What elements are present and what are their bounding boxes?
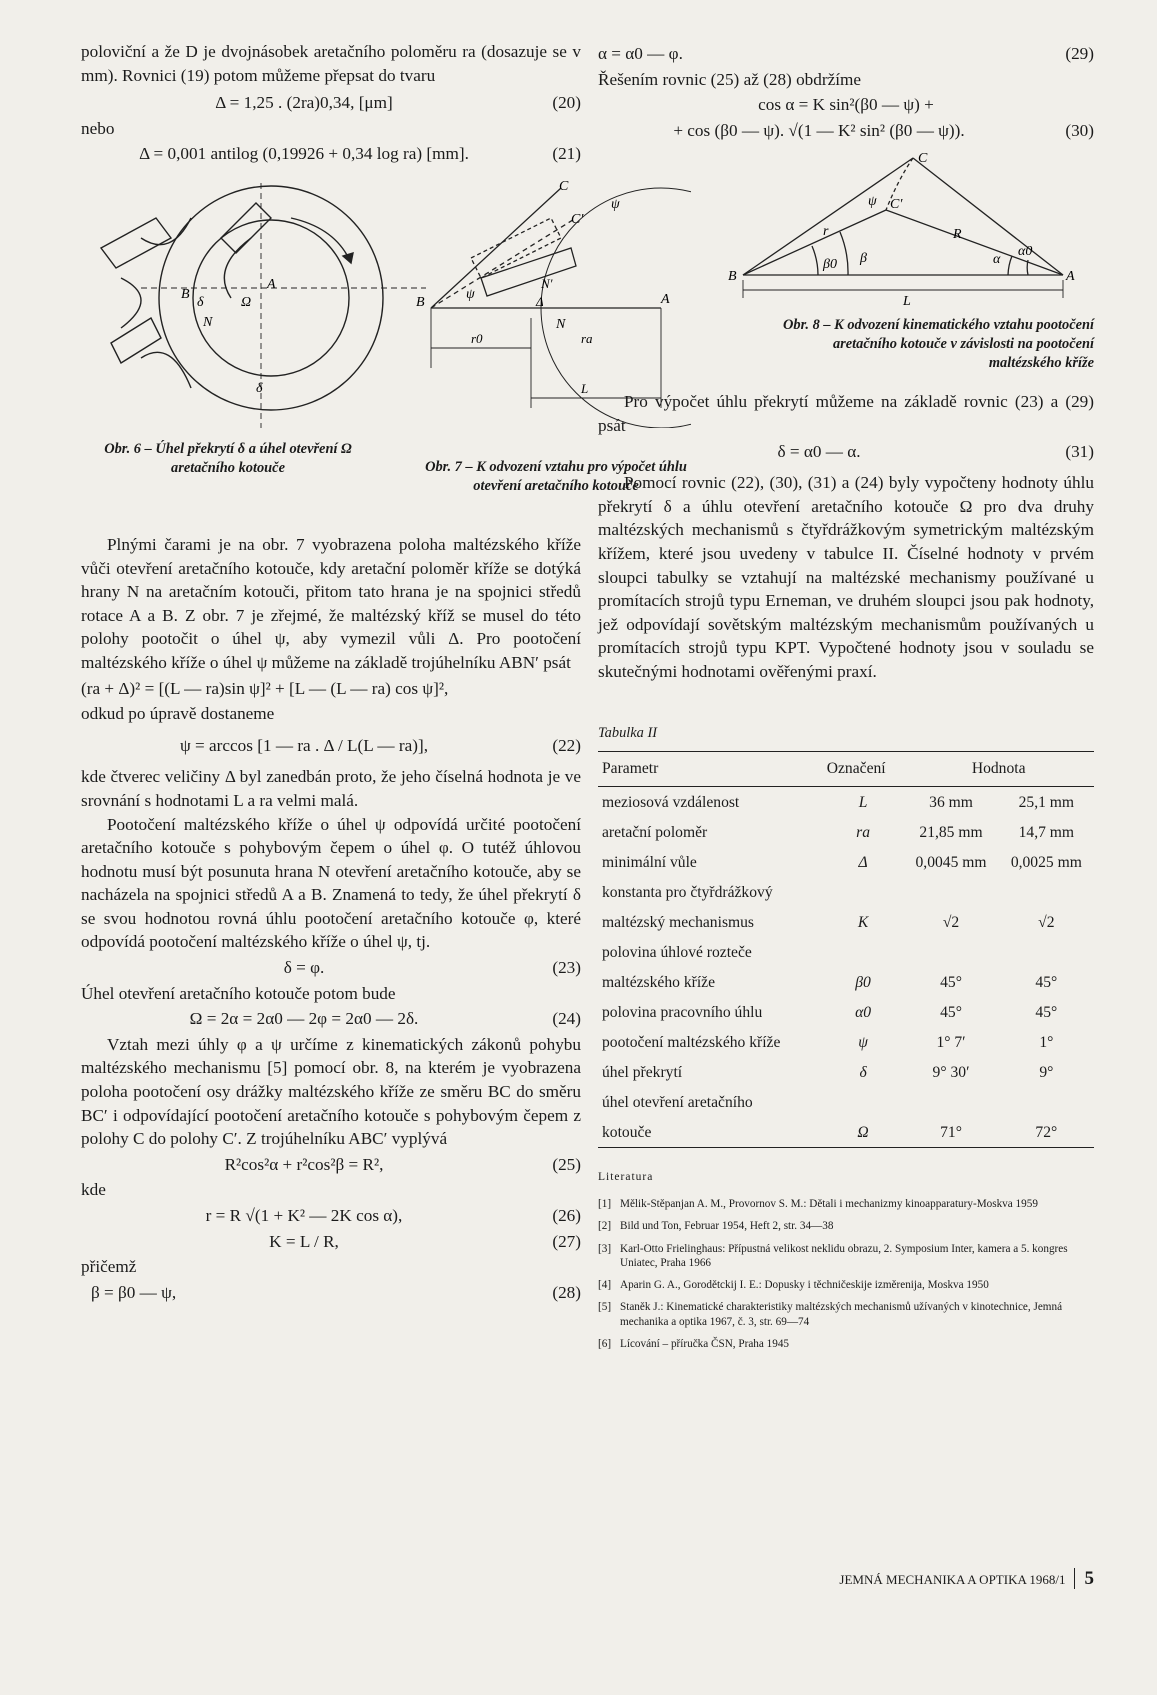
paragraph-7: Pomocí rovnic (22), (30), (31) a (24) byly vypočteny hodnoty úhlu překrytí δ a úhlu otevření aretačního kotouče Ω pro dva druhy maltézských mechanismů s čtyřdrážkovým symetrickým maltézským křížem, které jsou uvedeny v tabulce II. Číselné hodnoty v prvém sloupci tabulky se vztahují na maltézské mechanismy používané u promítacích strojů typu Erneman, ve druhém sloupci jsou pak hodnoty, jež odpovídají sovětským maltézským mechanismům používaných u promítacích strojů typu KPT. Vypočtené hodnoty jsou v souladu se skutečnými hodnotami ověřenými praxí. [598,473,1094,681]
table-cell [999,937,1094,967]
table-cell: 45° [1035,974,1058,992]
figure-6 [81,178,441,438]
table-header-row [598,752,1094,787]
figure-label: B [728,269,737,285]
table-cell: polovina pracovního úhlu [602,1004,763,1022]
equation-26 [81,1204,581,1228]
figure-label: R [953,227,962,243]
table-row [598,967,1094,997]
table-cell: δ [859,1064,867,1082]
table-cell: 71° [940,1124,962,1142]
figure-6-caption: Obr. 6 – Úhel překrytí δ a úhel otevření Ω aretačního kotouče [104,440,352,476]
paragraph-5: Vztah mezi úhly φ a ψ určíme z kinematických zákonů pohybu maltézského mechanismu [5] pomocí obr. 8, na kterém je vyobrazena poloha pootočení osy drážky maltézského kříže ze směru BC do směru BC′ i odpovídající pootočení aretačního kotouče s pohybovým čepem z polohy C do polohy C′. Z trojúhelníku ABC′ vyplývá [81,1034,581,1149]
table-body [598,786,1094,1147]
word-nebo: nebo [81,118,115,138]
equation-number: (26) [552,1206,581,1225]
table-row [598,786,1094,817]
figure-label: δ [256,380,263,396]
paragraph-odkud: odkud po úpravě dostaneme [81,704,275,724]
reference-number: [2] [598,1220,612,1233]
figure-8 [598,150,1094,310]
table-cell [823,937,904,967]
reference-text: Bild und Ton, Februar 1954, Heft 2, str. 34—38 [620,1220,834,1233]
reference-item [598,1337,1094,1351]
figure-label: C′ [571,211,584,227]
paragraph-6: Pro výpočet úhlu překrytí můžeme na základě rovnic (23) a (29) psát [598,392,1094,435]
equation-29 [598,42,1094,66]
equation-27 [81,1230,581,1254]
equation-number: (20) [552,93,581,113]
figure-label: A [267,276,276,292]
figure-label: B [181,286,190,302]
equation-text: Δ = 1,25 . (2ra)0,34, [μm] [215,93,393,113]
reference-number: [3] [598,1242,612,1255]
table-row [598,997,1094,1027]
figure-label: B [416,294,425,310]
table-row [598,817,1094,847]
equation-23 [81,956,581,980]
table-cell [823,877,904,907]
right-column [598,40,1094,1351]
reference-item [598,1219,1094,1233]
table-cell: β0 [855,974,871,992]
equation-text: ψ = arccos [1 — ra . Δ / L(L — ra)], [179,735,428,755]
table-row [598,1087,1094,1117]
table-cell: konstanta pro čtyřdrážkový [602,884,773,902]
figure-label: L [903,294,911,310]
table-cell: 72° [1035,1124,1058,1142]
figure-label: α0 [1018,244,1033,260]
table-row [598,1057,1094,1087]
figure-label: ψ [611,196,620,212]
equation-triangle [81,677,581,701]
table-cell: √2 [942,914,960,932]
figure-label: N [556,316,566,332]
equation-number: (24) [552,1009,581,1029]
equation-text: + cos (β0 — ψ). √(1 — K² sin² (β0 — ψ)). [673,120,965,140]
equation-text: (ra + Δ)² = [(L — ra)sin ψ]² + [L — (L — ra) cos ψ]², [81,678,449,698]
figure-label: Ω [241,294,252,310]
figure-8-caption: Obr. 8 – K odvození kinematického vztahu pootočení aretačního kotouče v závislosti na pootočení maltézského kříže [782,317,1094,372]
figure-label: ψ [466,286,475,302]
figure-label: C′ [890,197,903,213]
table-cell: 21,85 mm [919,824,983,842]
equation-text: Ω = 2α = 2α0 — 2φ = 2α0 — 2δ. [189,1009,419,1029]
table-row [598,1117,1094,1148]
table-cell [999,1087,1094,1117]
table-header: Hodnota [971,760,1026,778]
equation-text: r = R √(1 + K² — 2K cos α), [205,1206,403,1225]
figure-label: ψ [868,194,877,210]
figure-label: α [993,252,1001,268]
reference-text: Mělik-Stěpanjan A. M., Provornov S. M.: Dětali i mechanizmy kinoapparatury-Moskva 1959 [620,1198,1038,1211]
table-cell: 9° 30′ [932,1064,970,1082]
figure-label: δ [197,294,204,310]
table-cell [903,1087,998,1117]
equation-text: α = α0 — φ. [598,44,683,63]
equation-30a [598,93,1094,117]
table-cell: 9° [1039,1064,1054,1082]
paragraph-4: Úhel otevření aretačního kotouče potom bude [81,983,396,1003]
table-cell: 45° [1035,1004,1058,1022]
equation-28 [81,1281,581,1305]
table-cell: 45° [940,1004,962,1022]
table-cell: maltézského kříže [602,974,716,992]
equation-number: (27) [552,1231,581,1251]
equation-text: K = L / R, [269,1231,339,1251]
table-cell: 0,0045 mm [915,854,987,872]
table-cell: α0 [855,1004,872,1022]
figure-label: Δ [536,293,544,309]
table-cell: polovina úhlové rozteče [602,944,752,962]
figure-label: β [860,251,867,267]
equation-text: cos α = K sin²(β0 — ψ) + [758,95,934,115]
equation-number: (21) [552,144,581,164]
table-cell: úhel překrytí [602,1064,683,1082]
equation-text: R²cos²α + r²cos²β = R², [224,1154,384,1174]
figure-label: C [918,151,928,167]
equation-number: (30) [1065,120,1094,140]
equation-text: δ = α0 — α. [777,441,861,461]
figure-label: β0 [823,257,837,273]
equation-22 [81,734,581,758]
paragraph-3: Pootočení maltézského kříže o úhel ψ odpovídá určité pootočení aretačního kotouče s pohybovým čepem o úhel φ. O tutéž úhlovou hodnotu musí být posunuta hrana N otevření aretačního kotouče, aby se nacházela na spojnici středů A a B. Znamená to tedy, že úhel překrytí δ se svou hodnotou rovná úhlu pootočení aretačního kotouče φ, které odpovídá pootočení maltézského kříže o úhel ψ, tj. [81,814,581,952]
reference-text: Staněk J.: Kinematické charakteristiky maltézských mechanismů užívaných v kinotechnice, Jemná mechanika a optika 1967, č. 3, str. 69—74 [620,1301,1063,1328]
table-cell: pootočení maltézského kříže [602,1034,781,1052]
equation-number: (28) [552,1282,581,1302]
equation-text: δ = φ. [283,958,325,978]
reference-item [598,1300,1094,1328]
table-row [598,1027,1094,1057]
equation-30b [598,119,1094,143]
table-cell: Δ [858,854,868,872]
paragraph-intro: poloviční a že D je dvojnásobek aretačního poloměru ra (dosazuje se v mm). Rovnici (19) potom můžeme přepsat do tvaru [81,42,581,85]
reference-text: Lícování – příručka ČSN, Praha 1945 [620,1337,790,1350]
equation-number: (22) [552,735,581,755]
journal-name: JEMNÁ MECHANIKA A OPTIKA 1968/1 [839,1572,1066,1587]
equation-25 [81,1153,581,1177]
table-cell: 45° [940,974,962,992]
equation-24 [81,1007,581,1031]
table-cell: meziosová vzdálenost [602,794,740,812]
table-cell: 1° 7′ [936,1034,966,1052]
reference-text: Aparin G. A., Gorodětckij I. E.: Dopusky i těchničeskije izměrenija, Moskva 1950 [620,1279,989,1292]
table-cell [823,1087,904,1117]
equation-number: (25) [552,1154,581,1174]
figure-label: r0 [471,330,483,346]
figure-7-caption: Obr. 7 – K odvození vztahu pro výpočet úhlu otevření aretačního kotouče [425,458,687,494]
word-kde: kde [81,1180,106,1200]
word-pricemz: přičemž [81,1257,137,1277]
table-cell: 1° [1039,1034,1054,1052]
table-cell: 36 mm [929,794,973,812]
reference-item [598,1242,1094,1270]
equation-31 [598,440,1094,464]
figure-label: r [823,224,829,240]
equation-number: (23) [552,958,581,978]
equation-number: (31) [1065,441,1094,461]
figure-label: N′ [541,275,553,291]
table-cell: K [857,914,869,932]
page-footer [598,1568,1094,1590]
table-cell: aretační poloměr [602,824,708,842]
table-cell: maltézský mechanismus [602,914,755,932]
equation-text: β = β0 — ψ, [91,1282,177,1302]
table-row [598,847,1094,877]
table-header: Parametr [602,760,659,778]
reference-number: [4] [598,1279,612,1292]
equation-21 [81,142,581,166]
references-list [598,1197,1094,1351]
table-cell [999,877,1094,907]
table-row [598,907,1094,937]
figure-8-box [598,150,1094,390]
table-cell: úhel otevření aretačního [602,1094,753,1112]
figure-label: A [661,291,670,307]
table-cell: 0,0025 mm [1010,854,1082,872]
figure-label: L [581,380,589,396]
equation-20 [81,91,581,115]
figure-label: C [559,178,569,194]
table-cell: kotouče [602,1124,652,1142]
reference-text: Karl-Otto Frielinghaus: Přípustná velikost neklidu obrazu, 2. Symposium Inter, kamera a 5. kongres Uniatec, Praha 1966 [620,1242,1068,1269]
figures-6-7 [81,178,687,523]
page-number: 5 [1074,1568,1095,1589]
table-title: Tabulka II [598,724,658,741]
reference-number: [5] [598,1301,612,1314]
table-cell: L [858,794,868,812]
reference-number: [1] [598,1198,612,1211]
references-title: Literatura [598,1170,654,1183]
table-cell: ra [856,824,870,842]
reference-item [598,1197,1094,1211]
reference-item [598,1278,1094,1292]
table-row [598,937,1094,967]
table-cell: ψ [858,1034,868,1052]
figure-label: N [203,314,213,330]
reference-number: [6] [598,1337,612,1350]
table-cell: minimální vůle [602,854,697,872]
figure-label: ra [581,330,593,346]
table-cell [903,937,998,967]
table-cell: Ω [857,1124,869,1142]
figure-label: A [1066,269,1075,285]
paragraph-2: kde čtverec veličiny Δ byl zanedbán proto, že jeho číselná hodnota je ve srovnání s hodnotami L a ra velmi malá. [81,767,581,810]
table-cell [903,877,998,907]
table-ii [598,751,1094,1148]
equation-number: (29) [1065,44,1094,63]
table-cell: 25,1 mm [1018,794,1075,812]
table-cell: √2 [1038,914,1055,932]
table-row [598,877,1094,907]
table-header: Označení [826,760,886,778]
paragraph-1: Plnými čarami je na obr. 7 vyobrazena poloha maltézského kříže vůči otevření aretačního kotouče, kdy aretační poloměr kříže se dotýká hrany N na aretačním kotouči, přitom tato hrana je na spojnici středů rotace A a B. Z obr. 7 je zřejmé, že maltézský kříž se musel do této polohy pootočit o úhel ψ, aby vymezil vůli Δ. Pro pootočení maltézského kříže o úhel ψ můžeme na základě trojúhelníku ABN′ psát [81,534,581,672]
paragraph-result: Řešením rovnic (25) až (28) obdržíme [598,69,861,89]
equation-text: Δ = 0,001 antilog (0,19926 + 0,34 log ra) [mm]. [139,144,469,164]
table-cell: 14,7 mm [1018,824,1075,842]
